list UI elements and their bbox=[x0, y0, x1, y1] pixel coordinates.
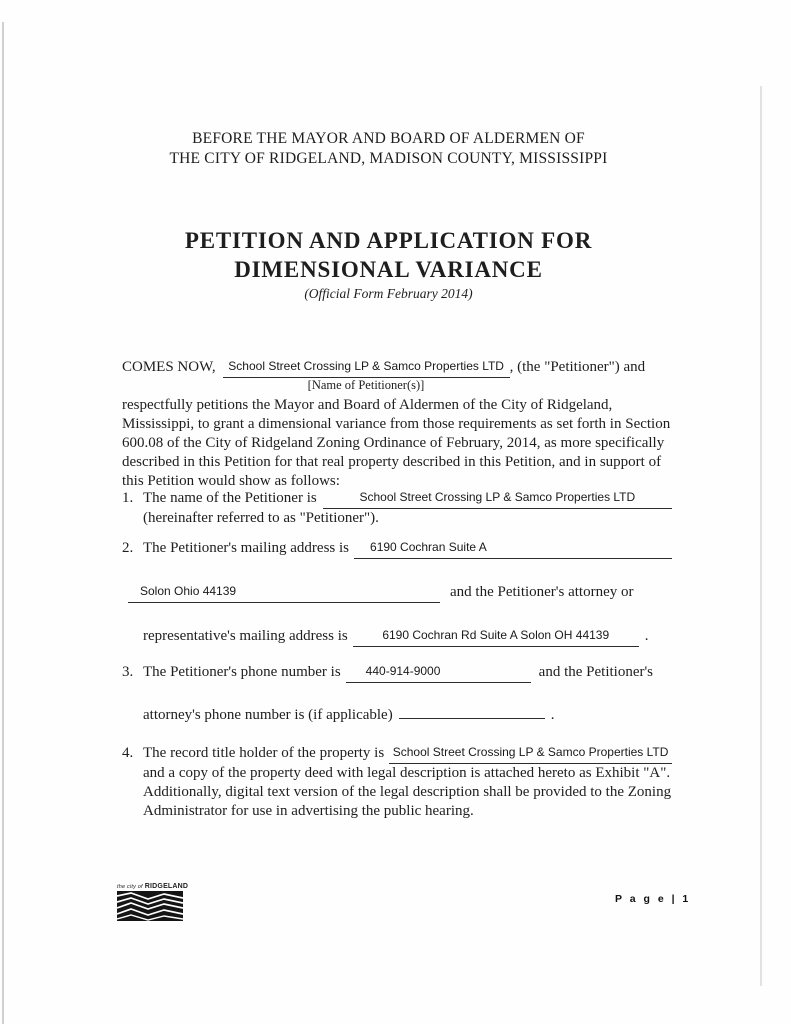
item-1-line-1 bbox=[122, 489, 672, 509]
item-2-address-value-1: 6190 Cochran Suite A bbox=[370, 540, 487, 554]
item-1-name-value: School Street Crossing LP & Samco Properties LTD bbox=[359, 490, 636, 504]
item-2-line-2 bbox=[122, 583, 672, 603]
item-4-holder-blank bbox=[389, 744, 672, 764]
item-3-line-2 bbox=[143, 705, 672, 725]
item-3-line-2-text: attorney's phone number is (if applicable) bbox=[143, 707, 393, 723]
item-2-line-1 bbox=[122, 539, 672, 559]
title-line1: PETITION AND APPLICATION FOR bbox=[184, 228, 593, 253]
item-2-text: The Petitioner's mailing address is bbox=[143, 540, 350, 556]
item-2-address-blank-1 bbox=[354, 539, 672, 559]
item-2-line-3 bbox=[143, 627, 672, 647]
item-3-after-text: and the Petitioner's bbox=[538, 664, 654, 680]
title-subtitle: (Official Form February 2014) bbox=[304, 286, 473, 301]
item-4-line-1 bbox=[122, 744, 672, 764]
logo-pretext: the city of bbox=[117, 884, 143, 890]
item-2-period: . bbox=[644, 628, 649, 644]
comes-now-line bbox=[122, 358, 672, 378]
document-title bbox=[0, 226, 777, 302]
comes-now-label: COMES NOW, bbox=[122, 359, 216, 375]
court-header-line2: THE CITY OF RIDGELAND, MADISON COUNTY, MISSISSIPPI bbox=[169, 150, 608, 167]
court-header-line1: BEFORE THE MAYOR AND BOARD OF ALDERMEN OF bbox=[192, 130, 585, 147]
item-3-line-1 bbox=[122, 663, 672, 683]
intro-section bbox=[122, 358, 672, 491]
item-1 bbox=[122, 489, 672, 528]
item-3-period: . bbox=[550, 707, 555, 723]
item-3-phone-value: 440-914-9000 bbox=[365, 664, 441, 678]
item-3-phone-blank bbox=[346, 663, 531, 683]
item-1-name-blank bbox=[323, 489, 672, 509]
item-4-number: 4. bbox=[122, 745, 134, 761]
item-1-number: 1. bbox=[122, 490, 134, 506]
scan-artifact-right-line bbox=[760, 86, 762, 986]
comes-now-suffix: , (the "Petitioner") and bbox=[509, 359, 646, 375]
item-1-text: The name of the Petitioner is bbox=[143, 490, 317, 506]
city-of-ridgeland-logo bbox=[117, 883, 189, 926]
logo-text bbox=[117, 883, 189, 891]
petitioner-name-value: School Street Crossing LP & Samco Properties LTD bbox=[228, 359, 504, 373]
item-2-mid-text: and the Petitioner's attorney or bbox=[450, 584, 634, 600]
item-2-address-value-2: Solon Ohio 44139 bbox=[140, 584, 237, 598]
item-3-attorney-phone-blank bbox=[399, 705, 545, 719]
item-1-line-2: (hereinafter referred to as "Petitioner"). bbox=[143, 510, 379, 526]
item-4-paragraph: and a copy of the property deed with legal description is attached hereto as Exhibit "A". Additionally, digital text version of the legal description shall be provided to the Zoning Administrator for use in advertising the public hearing. bbox=[143, 765, 672, 819]
ridgeland-waves-emblem bbox=[117, 891, 183, 921]
item-3-text: The Petitioner's phone number is bbox=[143, 664, 341, 680]
item-3-number: 3. bbox=[122, 664, 134, 680]
item-2-attorney-address-blank bbox=[353, 627, 639, 647]
title-line2: DIMENSIONAL VARIANCE bbox=[234, 257, 543, 282]
item-2-line-3-text: representative's mailing address is bbox=[143, 628, 348, 644]
item-4-text: The record title holder of the property is bbox=[143, 745, 385, 761]
logo-name: RIDGELAND bbox=[144, 883, 189, 890]
court-header bbox=[0, 129, 777, 169]
item-3 bbox=[122, 663, 672, 725]
page-number: P a g e | 1 bbox=[615, 893, 691, 905]
petitioner-name-blank bbox=[223, 358, 510, 378]
scan-artifact-left-line bbox=[2, 22, 4, 1024]
item-2-attorney-address-value: 6190 Cochran Rd Suite A Solon OH 44139 bbox=[382, 628, 610, 642]
name-of-petitioners-caption: [Name of Petitioner(s)] bbox=[307, 378, 425, 392]
item-2 bbox=[122, 539, 672, 647]
item-4 bbox=[122, 744, 672, 821]
item-2-number: 2. bbox=[122, 540, 134, 556]
item-2-address-blank-2 bbox=[128, 583, 440, 603]
item-4-holder-value: School Street Crossing LP & Samco Properties LTD bbox=[392, 745, 669, 759]
intro-paragraph: respectfully petitions the Mayor and Board of Aldermen of the City of Ridgeland, Mississippi, to grant a dimensional variance from those requirements as set forth in Section 600.08 of the City of Ridgeland Zoning Ordinance of February, 2014, as more specifically described in this Petition for that real property described in this Petition, and in support of this Petition would show as follows: bbox=[122, 397, 671, 489]
